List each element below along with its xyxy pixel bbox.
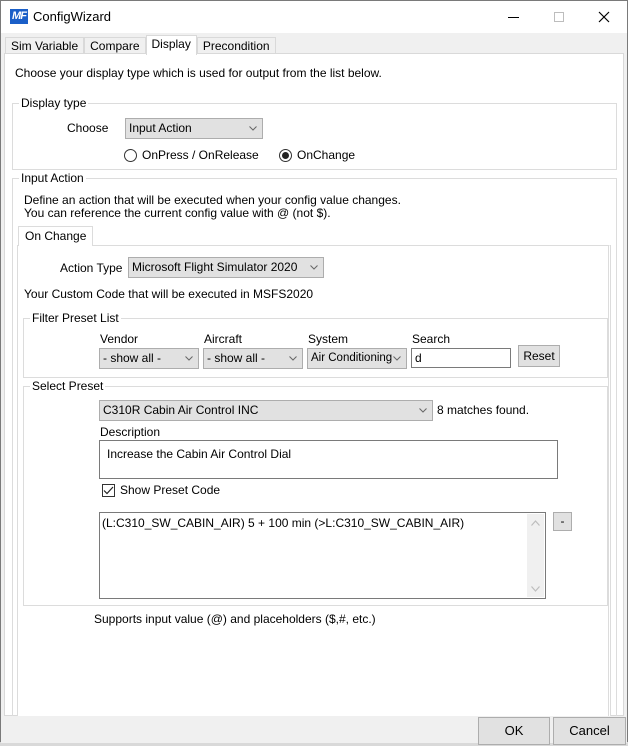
reset-button[interactable]: Reset	[518, 345, 560, 367]
chevron-down-icon	[310, 265, 318, 270]
description-label: Description	[100, 425, 161, 439]
chevron-down-icon	[185, 356, 193, 361]
chevron-down-icon	[249, 126, 257, 131]
custom-code-label: Your Custom Code that will be executed in MSFS2020	[24, 287, 314, 301]
maximize-button[interactable]	[536, 1, 582, 33]
chevron-down-icon	[393, 356, 401, 361]
tab-display[interactable]: Display	[146, 35, 197, 55]
chevron-down-icon	[419, 408, 427, 413]
cancel-button[interactable]: Cancel	[553, 717, 626, 745]
preset-value: C310R Cabin Air Control INC	[103, 403, 259, 417]
radio-checked-icon	[279, 149, 292, 162]
filter-preset-group	[23, 311, 608, 378]
description-field[interactable]	[99, 440, 558, 479]
radio-onpress-label: OnPress / OnRelease	[142, 148, 259, 162]
matches-count: 8 matches found.	[437, 403, 530, 417]
select-preset-group	[23, 379, 608, 606]
chevron-up-icon	[531, 520, 540, 526]
collapse-code-button[interactable]: -	[553, 512, 572, 531]
show-preset-code-checkbox[interactable]	[102, 483, 220, 497]
radio-onchange-label: OnChange	[297, 148, 356, 162]
chevron-down-icon	[531, 586, 540, 592]
title-bar	[1, 1, 627, 33]
filter-preset-legend: Filter Preset List	[32, 311, 119, 325]
app-logo-icon: MF	[10, 9, 28, 24]
display-type-value: Input Action	[129, 121, 192, 135]
action-type-label: Action Type	[60, 261, 123, 275]
radio-onpress-onrelease[interactable]	[124, 148, 259, 162]
input-action-legend: Input Action	[21, 171, 84, 185]
description-value: Increase the Cabin Air Control Dial	[107, 447, 292, 461]
minimize-button[interactable]	[490, 1, 536, 33]
display-type-legend: Display type	[21, 96, 87, 110]
display-tab-page	[4, 53, 624, 716]
window-title: ConfigWizard	[33, 9, 112, 24]
code-scrollbar[interactable]	[527, 514, 544, 597]
chevron-down-icon	[289, 356, 297, 361]
input-action-desc-2: You can reference the current config value with @ (not $).	[24, 206, 331, 220]
display-type-select[interactable]	[125, 118, 263, 139]
scroll-down-button[interactable]	[527, 580, 544, 597]
preset-code-value: (L:C310_SW_CABIN_AIR) 5 + 100 min (>L:C310_SW_CABIN_AIR)	[102, 516, 465, 530]
system-label: System	[308, 332, 349, 346]
tab-strip	[5, 35, 276, 54]
radio-onchange[interactable]	[279, 148, 355, 162]
action-type-value: Microsoft Flight Simulator 2020	[132, 260, 298, 274]
aircraft-label: Aircraft	[204, 332, 243, 346]
system-select[interactable]	[307, 348, 407, 369]
input-action-desc-1: Define an action that will be executed when your config value changes.	[24, 193, 401, 207]
close-button[interactable]	[581, 1, 627, 33]
supports-note: Supports input value (@) and placeholders ($,#, etc.)	[94, 612, 376, 626]
search-input[interactable]	[411, 348, 511, 368]
display-type-group	[12, 96, 617, 170]
dialog-footer	[1, 716, 627, 743]
aircraft-value: - show all -	[207, 351, 266, 365]
tab-sim-variable[interactable]: Sim Variable	[5, 37, 84, 55]
tab-compare[interactable]: Compare	[84, 37, 145, 55]
show-preset-code-label: Show Preset Code	[120, 483, 221, 497]
choose-label: Choose	[67, 121, 109, 135]
preset-select[interactable]	[99, 400, 433, 421]
aircraft-select[interactable]	[203, 348, 303, 369]
tab-precondition[interactable]: Precondition	[197, 37, 276, 55]
preset-code-field[interactable]	[99, 512, 546, 599]
input-action-group	[12, 171, 617, 718]
vendor-value: - show all -	[103, 351, 162, 365]
close-icon	[598, 11, 610, 23]
radio-unchecked-icon	[124, 149, 137, 162]
search-label: Search	[412, 332, 451, 346]
on-change-page	[17, 245, 611, 725]
action-type-select[interactable]	[128, 257, 324, 278]
scroll-up-button[interactable]	[527, 514, 544, 531]
system-value: Air Conditioning	[311, 352, 393, 364]
checkbox-checked-icon	[102, 484, 115, 497]
vendor-label: Vendor	[100, 332, 139, 346]
tab-on-change[interactable]: On Change	[18, 226, 93, 246]
minimize-icon	[508, 17, 519, 18]
ok-button[interactable]: OK	[478, 717, 550, 745]
intro-text: Choose your display type which is used for output from the list below.	[15, 66, 382, 80]
maximize-icon	[554, 12, 564, 22]
select-preset-legend: Select Preset	[32, 379, 104, 393]
vendor-select[interactable]	[99, 348, 199, 369]
